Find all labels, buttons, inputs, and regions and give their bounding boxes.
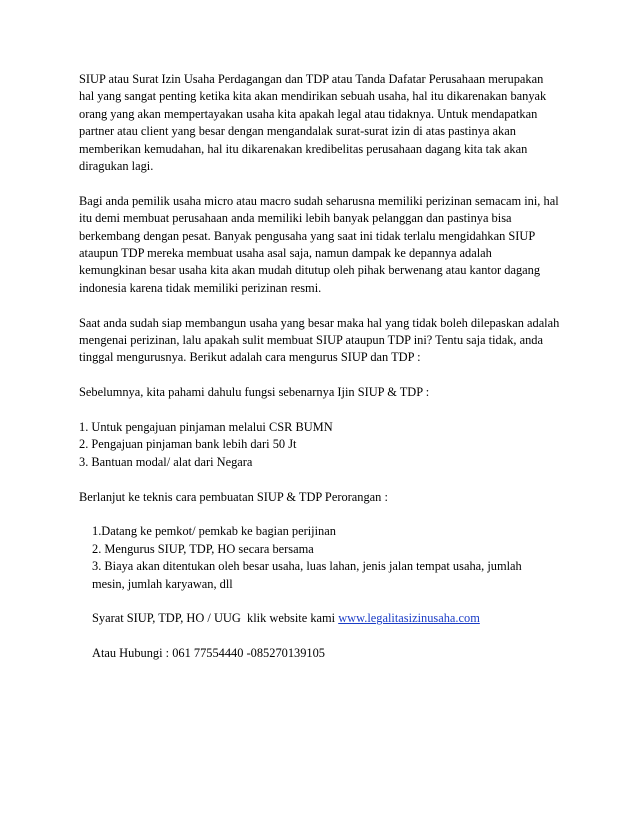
text-line: Saat anda sudah siap membangun usaha yang besar maka hal yang tidak boleh dilepaskan adalah [79, 315, 560, 330]
text-line: orang yang akan mempertayakan usaha kita apakah legal atau tidaknya. Untuk mendapatkan [79, 106, 538, 121]
requirements-line [79, 610, 569, 627]
list-item: 1.Datang ke pemkot/ pemkab ke bagian perijinan [92, 524, 336, 539]
text-line: itu demi membuat perusahaan anda memiliki lebih banyak pelanggan dan pastinya bisa [79, 211, 512, 226]
text-line: tinggal mengurusnya. Berikut adalah cara mengurus SIUP dan TDP : [79, 350, 421, 365]
list-item: mesin, jumlah karyawan, dll [92, 576, 233, 591]
requirements-text: Syarat SIUP, TDP, HO / UUG klik website kami [92, 611, 339, 626]
list-item: 1. Untuk pengajuan pinjaman melalui CSR BUMN [79, 420, 333, 435]
text-line: partner atau client yang besar dengan mengandalak surat-surat izin di atas pastinya akan [79, 124, 516, 139]
website-link[interactable]: www.legalitasizinusaha.com [338, 611, 480, 626]
text-line: kemungkinan besar usaha kita akan mudah ditutup oleh pihak berwenang atau kantor dagang [79, 263, 541, 278]
functions-intro [79, 384, 569, 401]
list-item: 3. Bantuan modal/ alat dari Negara [79, 454, 253, 469]
intro-paragraph [79, 71, 569, 175]
text-line: Sebelumnya, kita pahami dahulu fungsi sebenarnya Ijin SIUP & TDP : [79, 385, 430, 400]
text-line: hal yang sangat penting ketika kita akan mendirikan sebuah usaha, hal itu dikarenakan banyak [79, 89, 547, 104]
contact-line [79, 645, 569, 662]
text-line: berkembang dengan pesat. Banyak pengusaha yang saat ini tidak terlalu mengidahkan SIUP [79, 228, 536, 243]
contact-text: Atau Hubungi : 061 77554440 -085270139105 [92, 646, 326, 661]
text-line: diragukan lagi. [79, 159, 154, 174]
text-line: mengenai perizinan, lalu apakah sulit membuat SIUP ataupun TDP ini? Tentu saja tidak, anda [79, 333, 544, 348]
steps-list [79, 523, 569, 593]
text-line: indonesia karena tidak memiliki perizinan resmi. [79, 280, 322, 295]
procedure-intro [79, 489, 569, 506]
text-line: ataupun TDP mereka membuat usaha asal saja, namun dampak ke depannya adalah [79, 246, 492, 261]
text-line: SIUP atau Surat Izin Usaha Perdagangan dan TDP atau Tanda Dafatar Perusahaan merupakan [79, 72, 544, 86]
text-line: Berlanjut ke teknis cara pembuatan SIUP & TDP Perorangan : [79, 489, 388, 504]
list-item: 3. Biaya akan ditentukan oleh besar usaha, luas lahan, jenis jalan tempat usaha, jumlah [92, 559, 522, 574]
text-line: Bagi anda pemilik usaha micro atau macro sudah seharusna memiliki perizinan semacam ini, hal [79, 193, 559, 208]
list-item: 2. Pengajuan pinjaman bank lebih dari 50 Jt [79, 437, 297, 452]
functions-list [79, 419, 569, 471]
licensing-paragraph [79, 315, 569, 367]
business-owner-paragraph [79, 193, 569, 297]
document-body [79, 71, 569, 680]
requirements-row [92, 610, 569, 627]
list-item: 2. Mengurus SIUP, TDP, HO secara bersama [92, 541, 314, 556]
text-line: memberikan kemudahan, hal itu dikarenakan kredibelitas perusahaan dagang kita tak akan [79, 141, 528, 156]
